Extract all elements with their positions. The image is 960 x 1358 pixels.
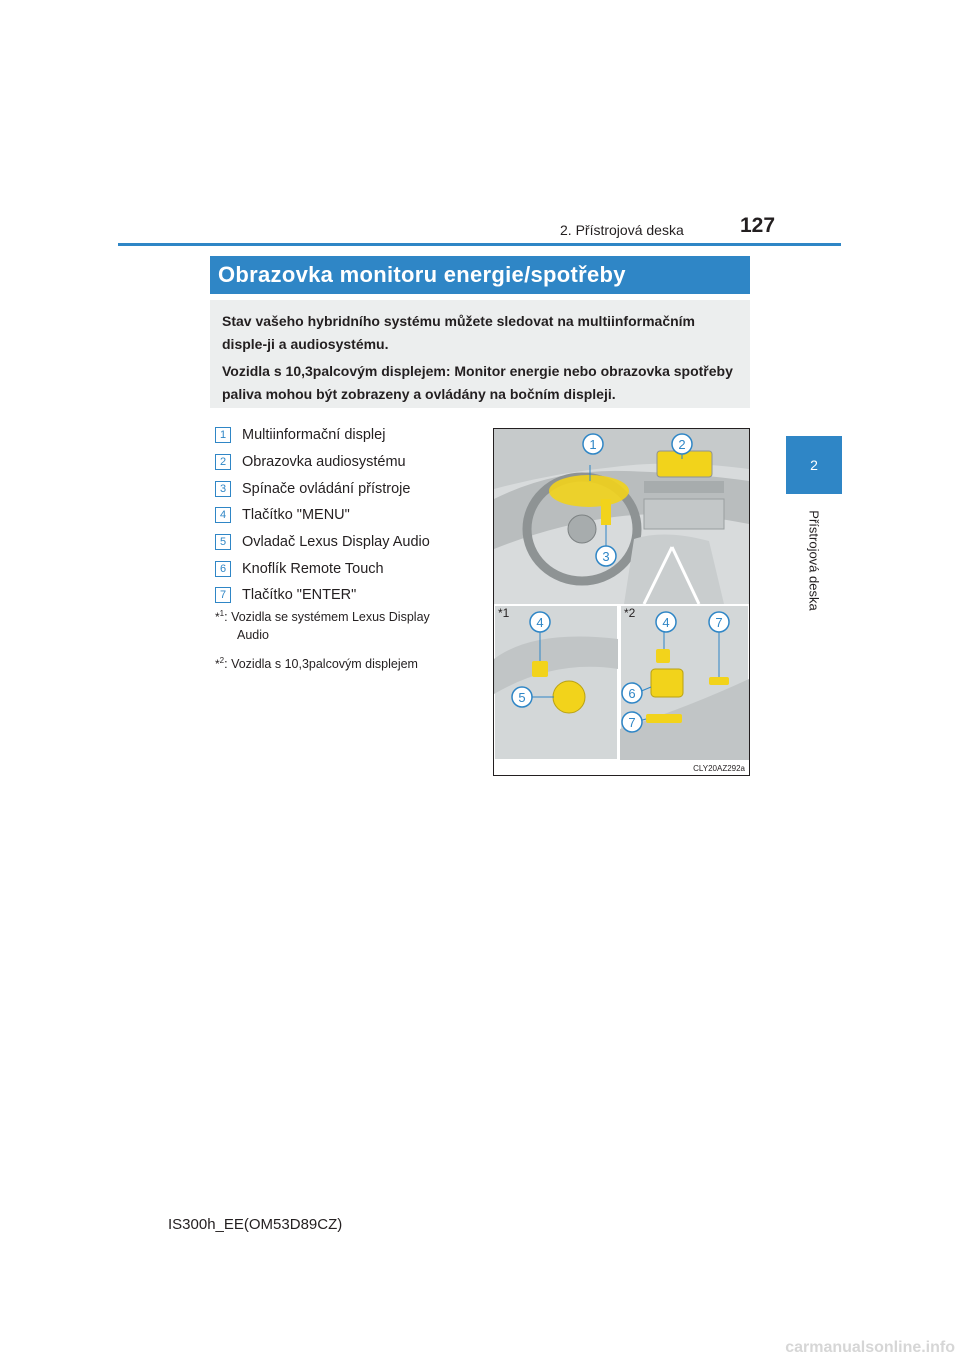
inset2-menu-button: [656, 649, 670, 663]
footnote-text: : Vozidla s 10,3palcovým displejem: [224, 657, 418, 672]
legend-label: Multiinformační displej: [242, 427, 386, 444]
footnote-sup: 2: [219, 656, 225, 665]
footnote-text: : Vozidla se systémem Lexus Display: [224, 610, 430, 625]
legend-item: [215, 502, 475, 529]
legend-item: [215, 529, 475, 556]
multi-info-display-highlight: [549, 475, 629, 507]
cockpit-illustration: [493, 428, 750, 776]
inset1-display-audio-knob: [553, 681, 585, 713]
callout-label: 5: [518, 690, 526, 705]
watermark-logo: [700, 1334, 960, 1358]
instrument-switch-highlight: [601, 499, 611, 525]
callout-5: [512, 687, 532, 707]
callout-6: [622, 683, 642, 703]
legend-label: Tlačítko "MENU": [242, 507, 350, 524]
footnote-mark: *: [215, 657, 220, 672]
callout-1: [583, 434, 603, 454]
callout-label: 7: [628, 715, 636, 730]
legend-label: Obrazovka audiosystému: [242, 454, 406, 471]
callout-label: 1: [589, 437, 597, 452]
intro-paragraph-1: Stav vašeho hybridního systému můžete sledovat na multiinformačním disple-ji a audiosystému.: [222, 313, 696, 352]
legend-number: 4: [215, 507, 231, 523]
inset1-label: *1: [498, 606, 510, 620]
callout-legend: [215, 422, 475, 609]
legend-item: [215, 449, 475, 476]
inset2-remote-touch-knob: [651, 669, 683, 697]
inset2-enter-button-left: [646, 714, 682, 723]
footnote-2: [215, 652, 465, 673]
steering-hub: [568, 515, 596, 543]
legend-number: 2: [215, 454, 231, 470]
footnote-mark: *: [215, 610, 220, 625]
callout-4b: [656, 612, 676, 632]
image-code: CLY20AZ292a: [693, 764, 745, 773]
footnote-text-continued: Audio: [237, 628, 269, 643]
inset2-label: *2: [624, 606, 636, 620]
audio-screen-highlight: [657, 451, 712, 477]
inset2-enter-button-right: [709, 677, 729, 685]
watermark-text: carmanualsonline.info: [785, 1339, 955, 1356]
legend-number: 6: [215, 561, 231, 577]
callout-label: 4: [536, 615, 544, 630]
center-vents: [644, 481, 724, 493]
legend-number: 5: [215, 534, 231, 550]
legend-label: Knoflík Remote Touch: [242, 560, 384, 577]
page-number: 127: [740, 214, 776, 237]
running-header-section: 2. Přístrojová deska: [560, 222, 684, 238]
legend-number: 7: [215, 587, 231, 603]
legend-item: [215, 475, 475, 502]
legend-item: [215, 422, 475, 449]
callout-label: 3: [602, 549, 610, 564]
callout-7a: [709, 612, 729, 632]
callout-label: 2: [678, 437, 686, 452]
callout-label: 4: [662, 615, 670, 630]
cockpit-drawing: [494, 429, 749, 775]
legend-label: Spínače ovládání přístroje: [242, 480, 411, 497]
callout-3: [596, 546, 616, 566]
legend-number: 1: [215, 427, 231, 443]
footnote-1: [215, 605, 465, 644]
chapter-tab: 2: [786, 436, 842, 494]
header-divider: [118, 243, 841, 246]
callout-7b: [622, 712, 642, 732]
legend-item: [215, 555, 475, 582]
callout-label: 6: [628, 686, 636, 701]
callout-label: 7: [715, 615, 723, 630]
callout-4: [530, 612, 550, 632]
model-code: IS300h_EE(OM53D89CZ): [168, 1216, 343, 1233]
legend-label: Ovladač Lexus Display Audio: [242, 534, 430, 551]
chapter-side-label: [786, 500, 842, 620]
intro-box: [210, 300, 750, 408]
legend-number: 3: [215, 481, 231, 497]
inset1-menu-button: [532, 661, 548, 677]
gear-area: [624, 534, 724, 604]
footnote-sup: 1: [219, 609, 225, 618]
legend-label: Tlačítko "ENTER": [242, 587, 357, 604]
chapter-side-label-text: Přístrojová deska: [806, 509, 822, 611]
center-console-panel: [644, 499, 724, 529]
intro-paragraph-2: Vozidla s 10,3palcovým displejem: Monitor energie nebo obrazovka spotřeby paliva mohou být zobrazeny a ovládány na bočním displeji.: [222, 363, 733, 402]
callout-2: [672, 434, 692, 454]
section-title: Obrazovka monitoru energie/spotřeby: [210, 256, 750, 294]
